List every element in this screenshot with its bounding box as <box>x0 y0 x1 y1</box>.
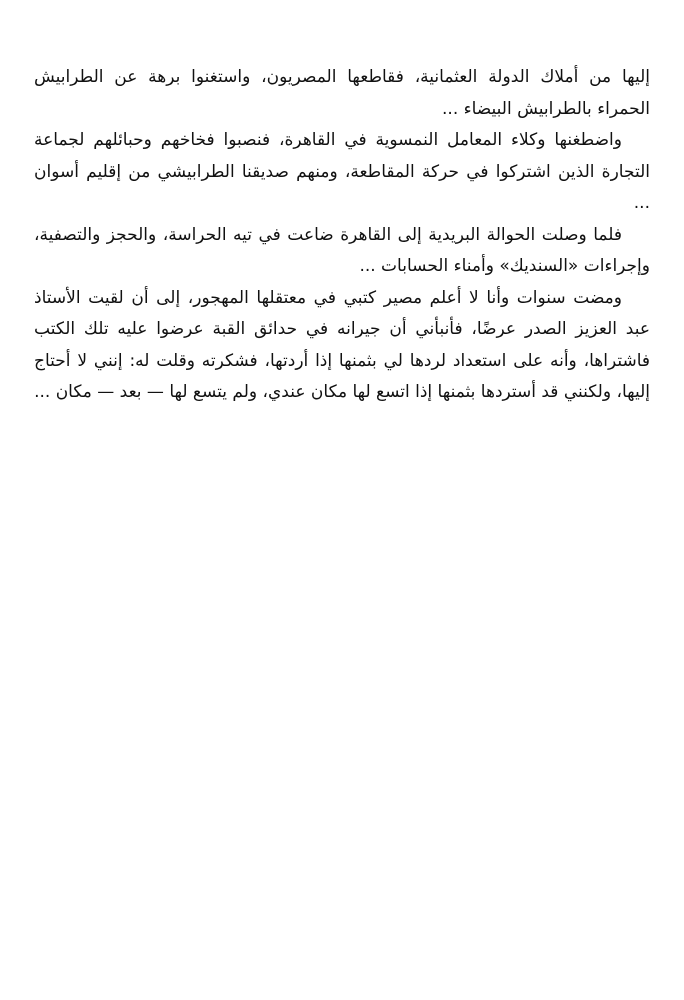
paragraph-3: فلما وصلت الحوالة البريدية إلى القاهرة ضاعت في تيه الحراسة، والحجز والتصفية، وإجراءات «السنديك» وأمناء الحسابات ... <box>34 224 650 276</box>
paragraph-4: ومضت سنوات وأنا لا أعلم مصير كتبي في معتقلها المهجور، إلى أن لقيت الأستاذ عبد العزيز الصدر عرضًا، فأنبأني أن جيرانه في حدائق القبة عرضوا عليه تلك الكتب فاشتراها، وأنه على استعداد لردها لي بثمنها إذا أردتها، فشكرته وقلت له: إنني لا أحتاج إليها، ولكنني قد أستردها بثمنها إذا اتسع لها مكان عندي، ولم يتسع لها — بعد — مكان ... <box>34 287 650 402</box>
paragraph-2: واضطغنها وكلاء المعامل النمسوية في القاهرة، فنصبوا فخاخهم وحبائلهم لجماعة التجارة الذين اشتركوا في حركة المقاطعة، ومنهم صديقنا الطرابيشي من إقليم أسوان ... <box>34 130 650 213</box>
document-page <box>34 62 650 409</box>
paragraph-1: إليها من أملاك الدولة العثمانية، فقاطعها المصريون، واستغنوا برهة عن الطرابيش الحمراء بالطرابيش البيضاء ... <box>34 67 650 119</box>
